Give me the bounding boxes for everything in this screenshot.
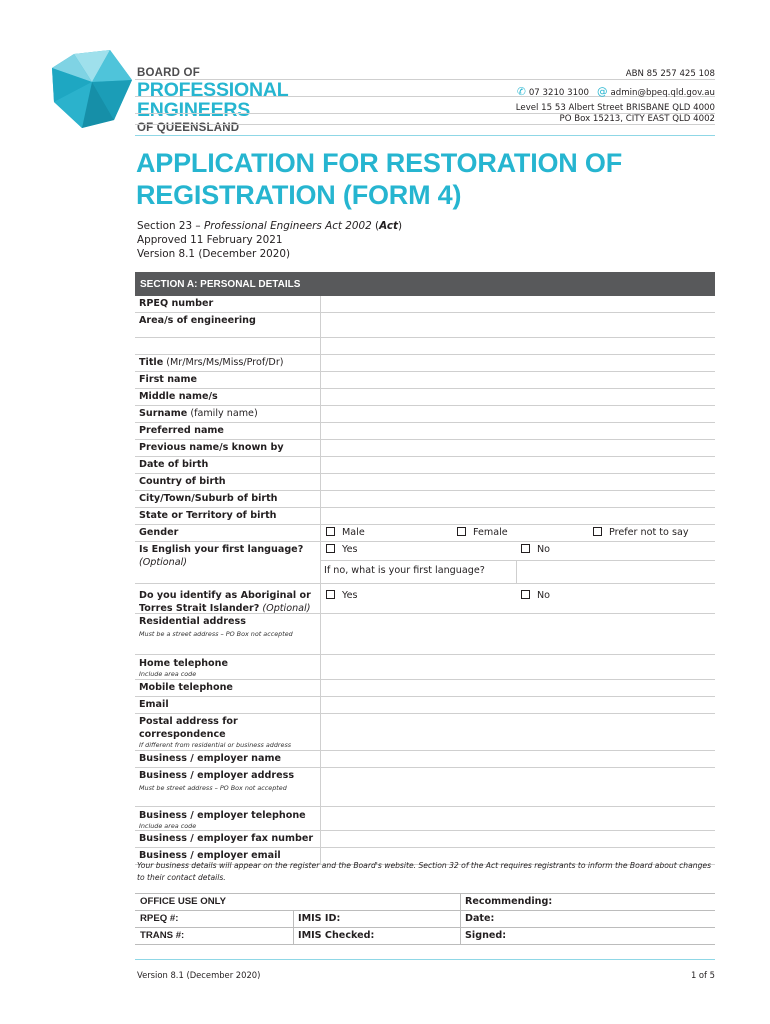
english-yes-option[interactable]: Yes <box>326 544 358 556</box>
row-gender: Gender Male Female Prefer not to say <box>135 525 715 542</box>
email-icon: @ <box>596 86 608 98</box>
row-business-phone: Business / employer telephone Include area code <box>135 807 715 831</box>
if-no-label: If no, what is your first language? <box>324 565 485 576</box>
row-title: Title (Mr/Mrs/Ms/Miss/Prof/Dr) <box>135 355 715 372</box>
address-line2: PO Box 15213, CITY EAST QLD 4002 <box>135 114 715 125</box>
row-preferred-name: Preferred name <box>135 423 715 440</box>
row-previous-names: Previous name/s known by <box>135 440 715 457</box>
row-dob: Date of birth <box>135 457 715 474</box>
row-email: Email <box>135 697 715 714</box>
date-label: Date: <box>465 913 495 924</box>
email-field[interactable] <box>320 697 715 713</box>
title-field[interactable] <box>320 355 715 371</box>
country-of-birth-field[interactable] <box>320 474 715 490</box>
mobile-field[interactable] <box>320 680 715 696</box>
areas-field-extra[interactable] <box>320 338 715 354</box>
business-details-note: Your business details will appear on the register and the Board's website. Section 32 of the Act requires registrants to inform the Board about changes to their contact details. <box>137 861 712 882</box>
gender-prefer-not-option[interactable]: Prefer not to say <box>593 527 689 539</box>
abn: ABN 85 257 425 108 <box>135 69 715 80</box>
header-divider <box>135 135 715 136</box>
checkbox-icon[interactable] <box>326 527 335 536</box>
imis-id-label: IMIS ID: <box>298 913 341 924</box>
city-of-birth-field[interactable] <box>320 491 715 507</box>
row-rpeq-number: RPEQ number <box>135 296 715 313</box>
address-line1: Level 15 53 Albert Street BRISBANE QLD 4000 <box>135 103 715 114</box>
version-info: Version 8.1 (December 2020) <box>137 248 291 260</box>
phone-icon: ✆ <box>517 86 526 98</box>
row-country-of-birth: Country of birth <box>135 474 715 491</box>
rpeq-hash-label: RPEQ #: <box>140 913 179 924</box>
act-reference: Section 23 – Professional Engineers Act 2002 (Act) <box>137 220 403 232</box>
row-surname: Surname (family name) <box>135 406 715 423</box>
row-business-fax: Business / employer fax number <box>135 831 715 848</box>
row-postal: Postal address for correspondence If different from residential or business address <box>135 714 715 751</box>
imis-checked-label: IMIS Checked: <box>298 930 375 941</box>
row-middle-names: Middle name/s <box>135 389 715 406</box>
row-home-phone: Home telephone Include area code <box>135 655 715 680</box>
recommending-label: Recommending: <box>465 896 553 907</box>
checkbox-icon[interactable] <box>521 590 530 599</box>
areas-field[interactable] <box>320 313 715 337</box>
footer-divider <box>135 959 715 960</box>
middle-names-field[interactable] <box>320 389 715 405</box>
page-title: APPLICATION FOR RESTORATION OF REGISTRATION (FORM 4) <box>136 148 622 210</box>
row-blank <box>135 338 715 355</box>
dob-field[interactable] <box>320 457 715 473</box>
gender-male-option[interactable]: Male <box>326 527 365 539</box>
checkbox-icon[interactable] <box>326 544 335 553</box>
org-line3: ENGINEERS <box>137 99 251 121</box>
business-phone-field[interactable] <box>320 807 715 830</box>
row-city-of-birth: City/Town/Suburb of birth <box>135 491 715 508</box>
aboriginal-no-option[interactable]: No <box>521 590 550 602</box>
first-name-field[interactable] <box>320 372 715 388</box>
row-english-first: Is English your first language? (Optional) Yes No If no, what is your first language? <box>135 542 715 584</box>
home-phone-field[interactable] <box>320 655 715 679</box>
email-address[interactable]: admin@bpeq.qld.gov.au <box>610 88 715 98</box>
previous-names-field[interactable] <box>320 440 715 456</box>
form-meta <box>137 219 402 261</box>
business-address-field[interactable] <box>320 768 715 806</box>
english-no-option[interactable]: No <box>521 544 550 556</box>
trans-hash-label: TRANS #: <box>140 930 185 941</box>
row-residential: Residential address Must be a street address – PO Box not accepted <box>135 614 715 655</box>
state-of-birth-field[interactable] <box>320 508 715 524</box>
checkbox-icon[interactable] <box>593 527 602 536</box>
aboriginal-yes-option[interactable]: Yes <box>326 590 358 602</box>
row-business-name: Business / employer name <box>135 751 715 768</box>
bpeq-logo <box>52 50 134 128</box>
page-number: 1 of 5 <box>690 970 715 980</box>
first-language-field[interactable] <box>517 561 715 584</box>
row-business-email: Business / employer email <box>135 848 715 865</box>
section-a-form <box>135 272 715 865</box>
row-aboriginal: Do you identify as Aboriginal or Torres Strait Islander? (Optional) Yes No <box>135 584 715 614</box>
section-a-heading: SECTION A: PERSONAL DETAILS <box>135 272 715 296</box>
approved-date: Approved 11 February 2021 <box>137 234 283 246</box>
org-line2: PROFESSIONAL <box>137 78 289 101</box>
org-line1: BOARD OF <box>137 67 200 79</box>
signed-label: Signed: <box>465 930 507 941</box>
business-name-field[interactable] <box>320 751 715 767</box>
checkbox-icon[interactable] <box>326 590 335 599</box>
checkbox-icon[interactable] <box>521 544 530 553</box>
gender-female-option[interactable]: Female <box>457 527 508 539</box>
postal-address-field[interactable] <box>320 714 715 750</box>
row-state-of-birth: State or Territory of birth <box>135 508 715 525</box>
preferred-name-field[interactable] <box>320 423 715 439</box>
row-mobile: Mobile telephone <box>135 680 715 697</box>
row-areas: Area/s of engineering <box>135 313 715 338</box>
checkbox-icon[interactable] <box>457 527 466 536</box>
office-use-table <box>135 893 715 945</box>
office-use-heading: OFFICE USE ONLY <box>140 896 227 907</box>
rpeq-number-field[interactable] <box>320 296 715 312</box>
footer-version: Version 8.1 (December 2020) <box>137 970 261 980</box>
residential-address-field[interactable] <box>320 614 715 654</box>
row-first-name: First name <box>135 372 715 389</box>
surname-field[interactable] <box>320 406 715 422</box>
phone-number: 07 3210 3100 <box>528 88 589 98</box>
business-fax-field[interactable] <box>320 831 715 847</box>
row-business-address: Business / employer address Must be street address – PO Box not accepted <box>135 768 715 807</box>
contact-block <box>135 69 715 125</box>
org-line4: OF QUEENSLAND <box>137 121 240 134</box>
